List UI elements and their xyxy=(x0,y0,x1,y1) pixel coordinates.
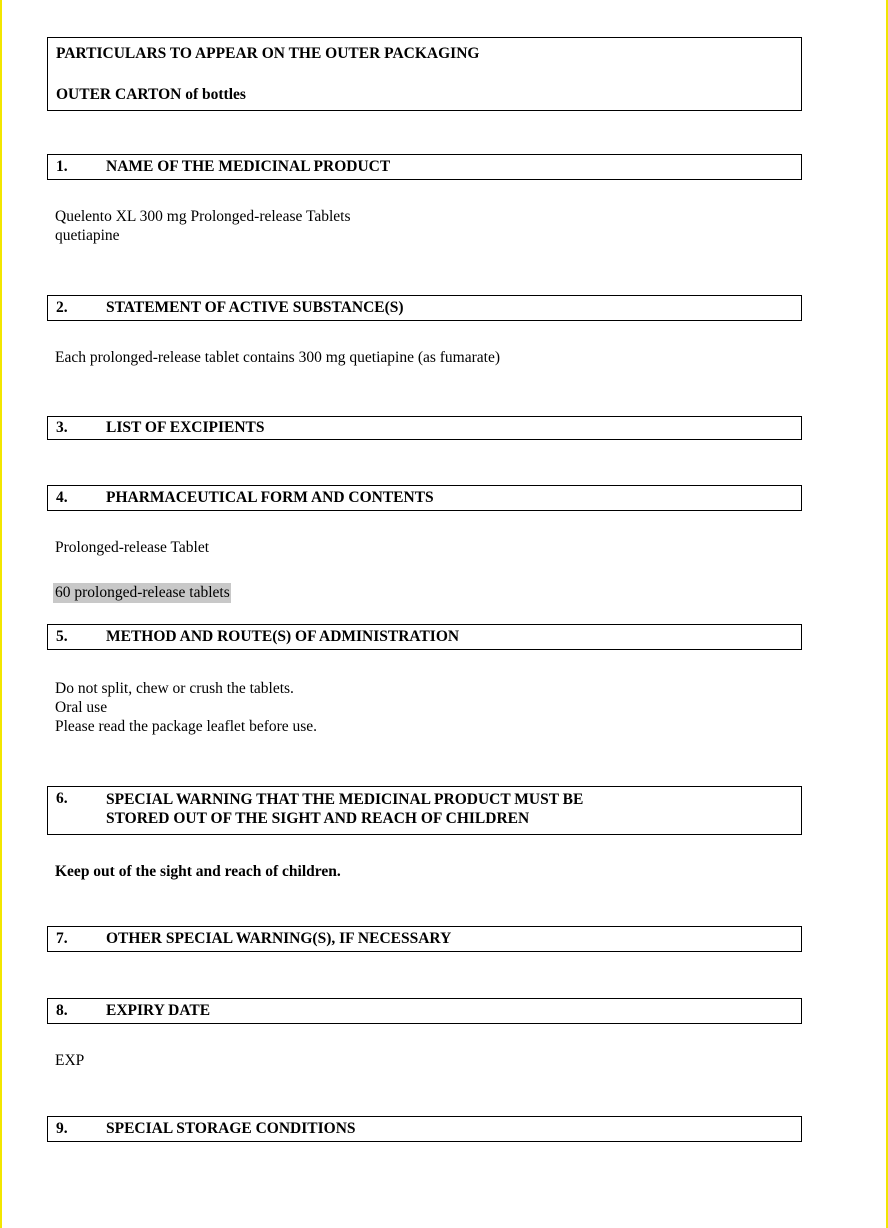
section-title: METHOD AND ROUTE(S) OF ADMINISTRATION xyxy=(106,628,460,645)
section-title: EXPIRY DATE xyxy=(106,1002,211,1019)
section-6-content xyxy=(55,862,341,881)
section-title: NAME OF THE MEDICINAL PRODUCT xyxy=(106,158,391,175)
section-title-line-2: STORED OUT OF THE SIGHT AND REACH OF CHILDREN xyxy=(106,810,530,827)
header-title: PARTICULARS TO APPEAR ON THE OUTER PACKAGING xyxy=(56,45,480,62)
section-heading-5 xyxy=(47,624,802,650)
section-number: 6. xyxy=(56,790,68,807)
section-4-pack-size xyxy=(55,583,231,602)
expiry-label: EXP xyxy=(55,1052,85,1069)
section-title: STATEMENT OF ACTIVE SUBSTANCE(S) xyxy=(106,299,404,316)
section-number: 1. xyxy=(56,158,68,175)
section-title: LIST OF EXCIPIENTS xyxy=(106,419,265,436)
section-number: 8. xyxy=(56,1002,68,1019)
section-4-content xyxy=(55,538,209,557)
section-heading-1 xyxy=(47,154,802,180)
section-number: 5. xyxy=(56,628,68,645)
section-number: 3. xyxy=(56,419,68,436)
section-heading-3 xyxy=(47,416,802,440)
section-title: SPECIAL STORAGE CONDITIONS xyxy=(106,1120,356,1137)
section-heading-2 xyxy=(47,295,802,321)
section-title: PHARMACEUTICAL FORM AND CONTENTS xyxy=(106,489,434,506)
section-heading-9 xyxy=(47,1116,802,1142)
product-name: Quelento XL 300 mg Prolonged-release Tablets xyxy=(55,208,351,225)
pharmaceutical-form: Prolonged-release Tablet xyxy=(55,539,210,556)
administration-instruction: Do not split, chew or crush the tablets. xyxy=(55,680,294,697)
leaflet-instruction: Please read the package leaflet before use. xyxy=(55,718,318,735)
pack-size-highlighted: 60 prolonged-release tablets xyxy=(55,584,230,601)
section-8-content xyxy=(55,1051,84,1070)
section-number: 7. xyxy=(56,930,68,947)
section-heading-8 xyxy=(47,998,802,1024)
section-heading-4 xyxy=(47,485,802,511)
section-2-content xyxy=(55,348,500,367)
active-substance-statement: Each prolonged-release tablet contains 300 mg quetiapine (as fumarate) xyxy=(55,349,501,366)
section-number: 4. xyxy=(56,489,68,506)
section-5-content xyxy=(55,679,317,736)
section-title: OTHER SPECIAL WARNING(S), IF NECESSARY xyxy=(106,930,452,947)
route-of-administration: Oral use xyxy=(55,699,108,716)
header-box xyxy=(47,37,802,111)
header-subtitle: OUTER CARTON of bottles xyxy=(56,86,246,103)
children-warning: Keep out of the sight and reach of children. xyxy=(55,863,341,880)
section-1-content xyxy=(55,207,351,245)
section-title-line-1: SPECIAL WARNING THAT THE MEDICINAL PRODUCT MUST BE xyxy=(106,791,584,808)
section-title xyxy=(106,790,583,828)
section-number: 9. xyxy=(56,1120,68,1137)
section-number: 2. xyxy=(56,299,68,316)
active-ingredient: quetiapine xyxy=(55,227,120,244)
section-heading-6 xyxy=(47,786,802,835)
section-heading-7 xyxy=(47,926,802,952)
